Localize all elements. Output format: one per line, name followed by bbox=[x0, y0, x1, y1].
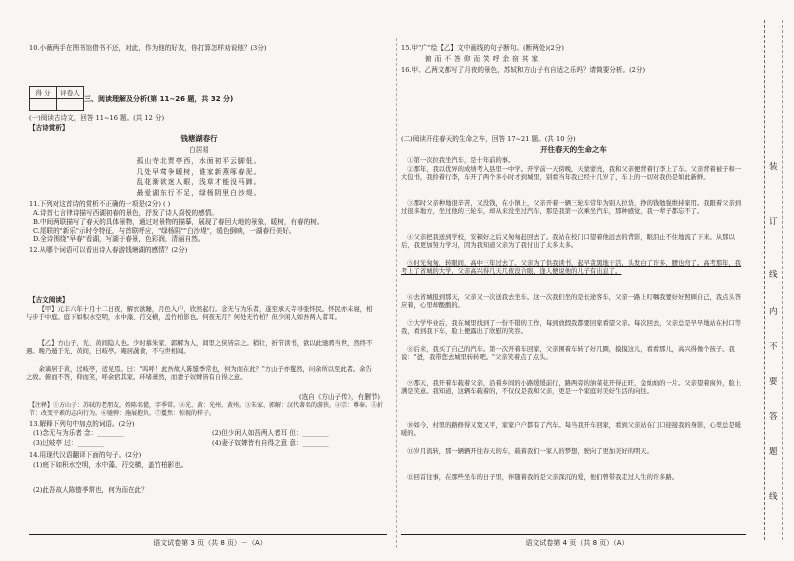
article-para-10: ⑩如今，村里的路修得又宽又平，家家户户都有了汽车。每当我开车回家，看到父亲站在门口迎接我的身影，心里总是暖暖的。 bbox=[401, 422, 742, 438]
question-13: 13.解释下列句中加点的词语。(2分) bbox=[29, 420, 135, 428]
prose-tag: 【古文阅读】 bbox=[29, 296, 69, 304]
question-12: 12.从哪个词语可以看出诗人春游钱塘湖的感情？(2分) bbox=[29, 246, 188, 254]
article-para-3: ③那时父亲种地很辛苦，又没钱，在小镇上，父亲开着一辆三轮车常年为别人拉货，挣的钱勉强维持家用。我跟着父亲到过很多地方，坐过他的三轮车，却从来没坐过汽车，那是我第一次乘坐汽车，那种感觉，我一辈子都忘不了。 bbox=[401, 200, 742, 216]
score-cell[interactable] bbox=[30, 99, 57, 111]
article-para-2: ②那年，我以优异的成绩考入县里一中学。开学前一天傍晚，天蒙蒙亮，我和父亲便背着行李上了车。父亲背着被子和一大包书，我拎着行李，车开了两个多小时才到城里，别看当年我已经十几岁了，车上的一切对我仍是如此新鲜。 bbox=[401, 166, 742, 182]
binding-char: 装 bbox=[769, 162, 778, 172]
article-para-5: ⑤时光匆匆，转眼间，高中三年过去了。父亲为了供我读书，起早贪黑地干活，头发白了许多，腰也弯了。高考那年，我考上了省城的大学，父亲高兴得几天几夜没合眼，逢人便说他的儿子有出息了。 bbox=[401, 260, 742, 276]
article-para-1: ①第一次拉我坐汽车，是十年前的事。 bbox=[407, 157, 515, 164]
exam-page-4 bbox=[397, 0, 752, 561]
footer-divider bbox=[401, 534, 746, 535]
prose-para-2: 【乙】方山子，光、黄间隐人也。少时慕朱家、郭解为人，闾里之侠皆宗之。稍壮，折节读书，欲以此驰骋当世，然终不遇。晚乃遁于光、黄间，曰岐亭。庵居蔬食，不与世相闻。 bbox=[26, 340, 373, 356]
q13-item-2[interactable]: (2)但少闲人如吾两人者耳 但：________ bbox=[212, 429, 329, 437]
poem-title: 钱塘湖春行 bbox=[180, 134, 218, 143]
article-para-11: ⑪岁月流转，那一辆辆开往春天的车，载着我们一家人的梦想，驶向了更加美好的明天。 bbox=[407, 448, 653, 455]
grader-label: 评卷人 bbox=[57, 87, 84, 99]
question-16: 16.甲、乙两文都写了月夜的景色，苏轼和方山子有自适之乐吗？请简要分析。(2分) bbox=[401, 66, 646, 74]
poem-line: 几处早莺争暖树，谁家新燕啄春泥。 bbox=[136, 167, 262, 176]
binding-char: 答 bbox=[769, 412, 778, 422]
section-3-title: 三、阅读理解及分析(第 11~26 题，共 32 分) bbox=[84, 95, 234, 103]
article-para-12: ⑫回首往事，在那些坐车的日子里，伴随着我的是父亲深沉的爱，他们曾带我走过人生的许多路。 bbox=[407, 474, 679, 481]
score-label: 得 分 bbox=[30, 87, 57, 99]
binding-char: 题 bbox=[769, 447, 778, 457]
poem-tag: 【古诗赏析】 bbox=[29, 124, 69, 132]
prose-footnote: 【注释】①方山子：苏轼的老朋友，姓陈名慥，字季常。②光、黄：光州、黄州。③朱家、郭解：汉代著名的游侠。④宗：尊奉。⑤折节：改变平素的志向行为。⑥驰骋：施展抱负。⑦矍然：惊视的样子。 bbox=[29, 402, 384, 417]
article-para-7: ⑦大学毕业后，我在城里找到了一份不错的工作，每到放假我都要回家看望父亲。每次回去，父亲总是早早地站在村口等我，看到我下车，脸上便露出了欣慰的笑容。 bbox=[401, 320, 742, 336]
article-para-8: ⑧后来，我买了自己的汽车。第一次开着车回家，父亲围着车转了好几圈，摸摸这儿，看看那儿，高兴得像个孩子。我说："爸，我带您去城里转转吧。"父亲笑着点了点头。 bbox=[401, 346, 735, 362]
score-box bbox=[29, 86, 84, 111]
poem-line: 最爱湖东行不足，绿杨阴里白沙堤。 bbox=[136, 188, 262, 197]
q13-item-1[interactable]: (1)念无与为乐者 念：________ bbox=[33, 429, 124, 437]
article-para-9: ⑨那天，我开着车载着父亲，沿着乡间的小路缓缓前行，路两旁的油菜花开得正旺，金灿灿的一片。父亲望着窗外，脸上满是笑意。我知道，这辆车载着的，不仅仅是我和父亲，更是一个家庭对美好生活的向往。 bbox=[401, 380, 742, 396]
binding-char: 线 bbox=[769, 270, 778, 280]
binding-margin bbox=[752, 0, 794, 561]
article-para-6: ⑥去省城报到那天，父亲又一次送我去坐车。这一次我们坐的是长途客车，父亲一路上叮嘱我要好好照顾自己，我点头答应着，心里却酸酸的。 bbox=[401, 294, 742, 310]
question-15: 15.甲"广"绘【乙】文中画线的句子断句。(断两处)(2分) bbox=[401, 44, 564, 52]
poem-line: 乱花渐欲迷人眼，浅草才能没马蹄。 bbox=[136, 178, 262, 186]
binding-char: 内 bbox=[769, 307, 778, 317]
subsection-2-heading: (二)阅读开往春天的生命之车，回答 17~21 题。(共 10 分) bbox=[401, 135, 576, 143]
binding-guide-line bbox=[782, 20, 783, 540]
page-footer: 语文试卷第 3 页（共 8 页）－（A） bbox=[153, 539, 267, 547]
question-11-options bbox=[33, 209, 385, 244]
poem-body bbox=[29, 156, 369, 198]
subsection-1-heading: (一)阅读古诗文，回答 11~16 题。(共 12 分) bbox=[29, 114, 165, 122]
option-c: C.尾联的"新乐"示时令特征，与首联呼应，"绿杨阴""白沙堤"，缓色倒映，一湖春行美好。 bbox=[33, 226, 296, 235]
page-footer: 语文试卷第 4 页（共 8 页）（A） bbox=[525, 539, 629, 547]
prose-para-1: 【甲】元丰六年十月十二日夜，解衣欲睡，月色入户，欣然起行。念无与为乐者，遂至承天寺寻张怀民。怀民亦未寝，相与步于中庭。庭下如积水空明，水中藻、荇交横，盖竹柏影也。何夜无月？何处无竹柏？但少闲人如吾两人者耳。 bbox=[26, 306, 373, 322]
binding-char: 不 bbox=[769, 342, 778, 352]
prose-para-3: 余谪居于黄，过岐亭，适见焉。曰："呜呼！此吾故人陈慥季常也，何为而在此？"方山子亦矍然，问余所以至此者。余告之故。俯而不答，仰而笑，呼余宿其家。环堵萧然，而妻子奴婢皆有自得之意。 bbox=[26, 366, 372, 382]
q13-item-3[interactable]: (3)过岐亭 过：________ bbox=[33, 439, 104, 447]
question-10: 10.小薇两手在图书馆借书不还，对此，作为他的好友，你打算怎样劝说他？(3分) bbox=[29, 44, 267, 52]
q14-item-2: (2)此吾故人陈慥季常也，何为而在此？ bbox=[33, 486, 148, 494]
q13-item-4[interactable]: (4)妻子奴婢皆有自得之意 意：________ bbox=[212, 439, 329, 447]
question-14: 14.用现代汉语翻译下面的句子。(2分) bbox=[29, 451, 142, 459]
binding-cut-line bbox=[764, 20, 765, 540]
option-b: B.中间两联描写了春天的具体景物，通过对景物的描摹，展现了春回大地的景象，暖树，有春的树。 bbox=[33, 217, 324, 226]
binding-char: 线 bbox=[769, 492, 778, 502]
binding-char: 订 bbox=[769, 217, 778, 227]
grader-cell[interactable] bbox=[57, 99, 84, 111]
binding-char: 要 bbox=[769, 377, 778, 387]
footer-divider bbox=[29, 534, 387, 535]
q14-item-1: (1)庭下如积水空明，水中藻、荇交横，盖竹柏影也。 bbox=[33, 461, 188, 469]
article-title: 开往春天的生命之车 bbox=[540, 145, 607, 154]
option-d: D.全诗围绕"早春"看湖，写湖于春景，色彩润，清丽自然。 bbox=[33, 235, 205, 244]
q15-sentence: 俯 而 不 答 仰 而 笑 呼 余 宿 其 家 bbox=[425, 55, 539, 63]
option-a: A.诗首七言律诗描写西湖初春的景色，抒发了诗人喜悦的感情。 bbox=[33, 209, 218, 217]
question-11: 11.下列对这首诗的赏析不正确的一项是(2分) ( ) bbox=[29, 200, 171, 208]
prose-source: (选自《方山子传》，有删节) bbox=[299, 393, 380, 401]
poem-line: 孤山寺北贾亭西，水面初平云脚低。 bbox=[136, 157, 262, 165]
poem-author: 白居易 bbox=[189, 146, 209, 154]
article-para-4: ④父亲把我送到学校，安顿好之后又匆匆赶回去了。我站在校门口望着他远去的背影，眼泪止不住地流了下来。从那以后，我更加努力学习，因为我知道父亲为了我付出了太多太多。 bbox=[401, 234, 735, 250]
